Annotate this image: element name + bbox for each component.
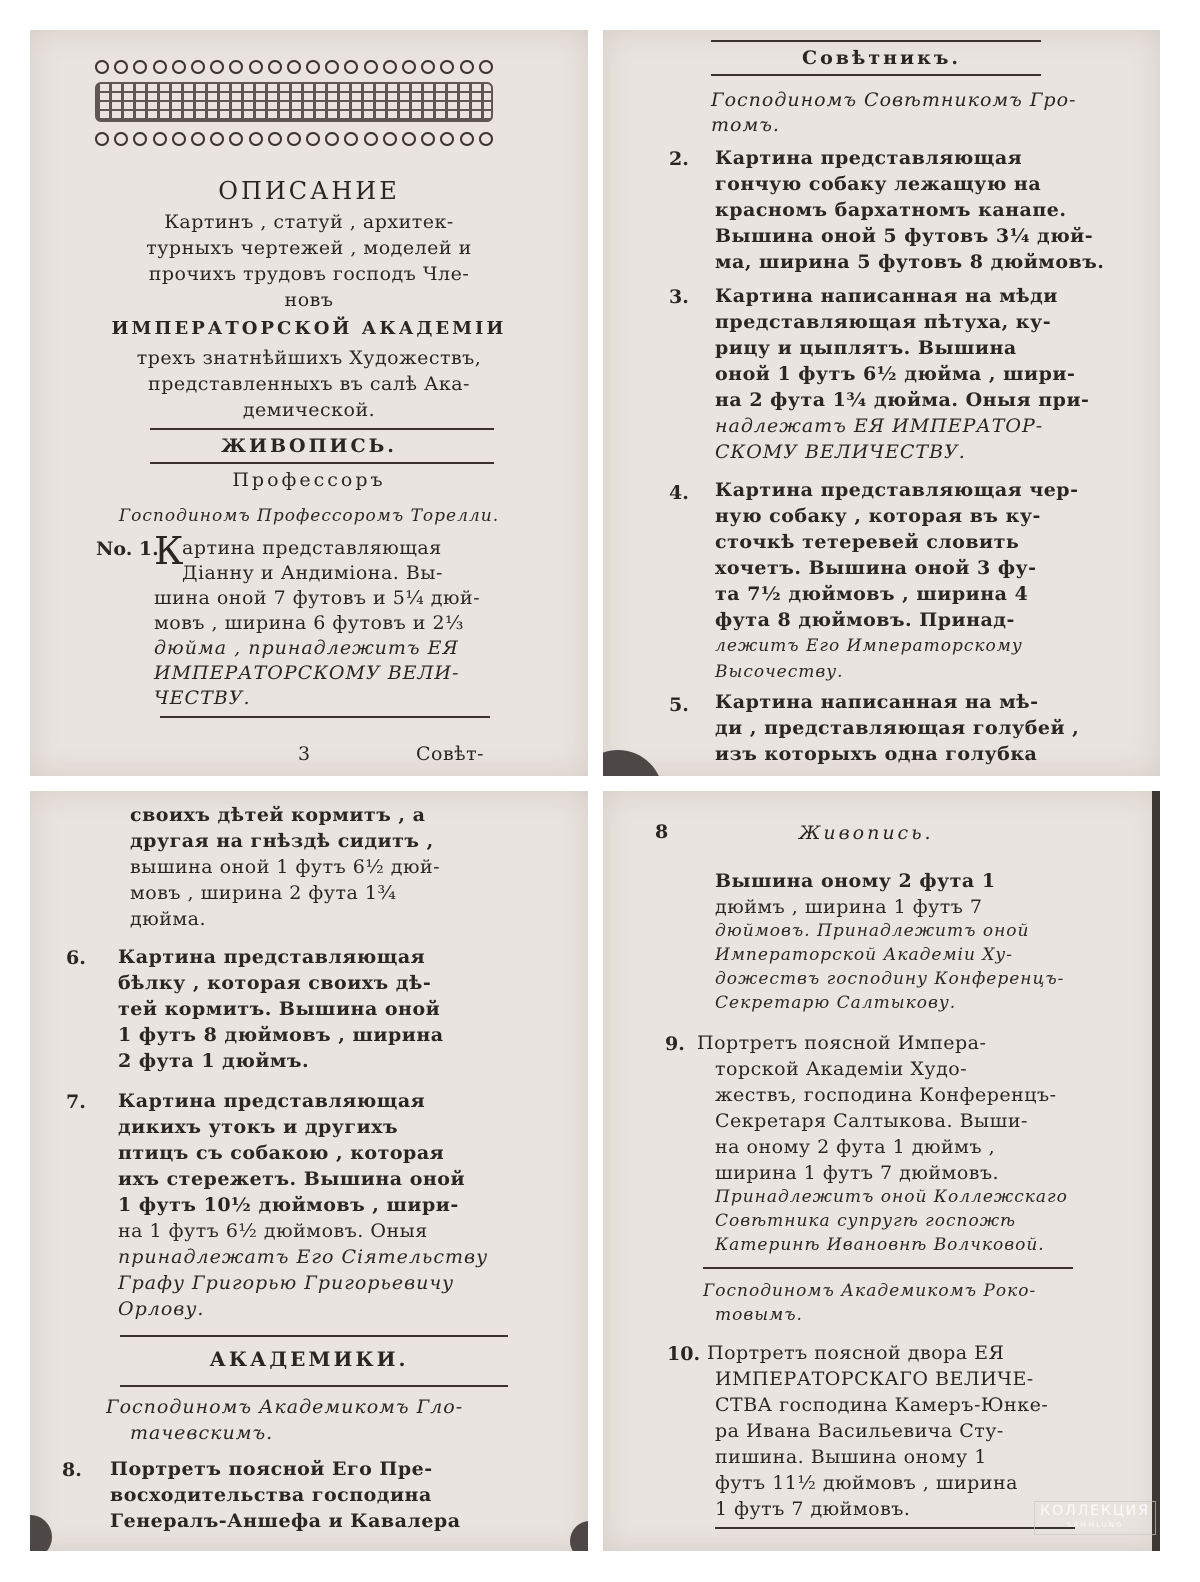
item-line: СКОМУ ВЕЛИЧЕСТВУ. [715, 441, 966, 463]
watermark [1034, 1501, 1156, 1535]
item-line: ихъ стережетъ. Вышина оной [118, 1168, 466, 1190]
item-number: 2. [669, 148, 689, 170]
item-line: мовъ , ширина 6 футовъ и 2⅓ [154, 612, 464, 634]
item-number: 10. [667, 1343, 701, 1365]
page-1 [30, 30, 588, 776]
item-number: 9. [665, 1033, 685, 1055]
item-line: изъ которыхъ одна голубка [715, 743, 1038, 765]
divider [703, 1267, 1073, 1269]
drop-cap: К [154, 529, 184, 573]
item-line: дюйма. [130, 908, 207, 930]
item-line: оной 1 футъ 6½ дюйма , шири- [715, 363, 1076, 385]
page-header: Совѣтникъ. [801, 47, 962, 69]
item-line: торской Академiи Худо- [715, 1058, 968, 1080]
item-line: Вышина оной 5 футовъ 3¼ дюй- [715, 225, 1094, 247]
item-number: 8. [62, 1459, 82, 1481]
item-line: шина оной 7 футовъ и 5¼ дюй- [154, 587, 481, 609]
item-line: та 7½ дюймовъ , ширина 4 [715, 583, 1029, 605]
divider [711, 40, 1041, 42]
item-line: ную собаку , которая въ ку- [715, 505, 1041, 527]
item-line: принадлежатъ Его Сiятельству [118, 1246, 489, 1268]
divider [120, 1385, 508, 1387]
item-line: на 1 футъ 6½ дюймовъ. Оныя [118, 1220, 428, 1242]
item-line: Генералъ-Аншефа и Кавалера [110, 1510, 461, 1532]
catchword: Совѣт- [416, 743, 485, 765]
item-line: рицу и цыплятъ. Вышина [715, 337, 1017, 359]
divider [711, 74, 1041, 76]
item-line: лежитъ Его Императорскому [715, 636, 1023, 656]
item-line: Картина представляющая [118, 946, 426, 968]
item-line: Катеринѣ Ивановнѣ Волчковой. [715, 1235, 1045, 1255]
author-line: товымъ. [715, 1305, 803, 1325]
item-line: Картина написанная на мѣ- [715, 691, 1039, 713]
item-line: Картина написанная на мѣди [715, 285, 1058, 307]
item-line: восходительства господина [110, 1484, 432, 1506]
item-number: No. 1. [96, 538, 159, 560]
item-line: мовъ , ширина 2 фута 1¾ [130, 882, 397, 904]
item-line: дожествъ господину Конференцъ- [715, 969, 1065, 989]
watermark-text: КОЛЛЕКЦИЯ [1040, 1503, 1150, 1519]
page-title: ОПИСАНИЕ [218, 177, 400, 205]
item-line: Графу Григорью Григорьевичу [118, 1272, 455, 1294]
item-line: своихъ дѣтей кормитъ , а [130, 804, 426, 826]
item-line: дюйма , принадлежитъ ЕЯ [154, 637, 459, 659]
item-line: Вышина оному 2 фута 1 [715, 870, 996, 892]
section-title: ЖИВОПИСЬ. [221, 435, 397, 457]
page-shadow [570, 1521, 588, 1551]
item-line: Орлову. [118, 1298, 205, 1320]
item-line: птицъ съ собакою , которая [118, 1142, 445, 1164]
item-line: 1 футъ 10½ дюймовъ , шири- [118, 1194, 459, 1216]
divider [150, 428, 494, 430]
divider [715, 1527, 1075, 1529]
ornament-headpiece [95, 58, 493, 154]
page-number: 3 [298, 743, 311, 765]
watermark-subtext: SAMMLUNG [1066, 1521, 1124, 1529]
binding-edge [1152, 791, 1160, 1551]
intro-line: новъ [284, 289, 334, 311]
divider [120, 1335, 508, 1337]
item-line: Секретаря Салтыкова. Выши- [715, 1110, 1028, 1132]
item-line: Картина представляющая [715, 147, 1023, 169]
author-line: Господиномъ Профессоромъ Торелли. [118, 506, 500, 526]
item-line: ма, ширина 5 футовъ 8 дюймовъ. [715, 251, 1105, 273]
item-line: 1 футъ 8 дюймовъ , ширина [118, 1024, 444, 1046]
item-number: 4. [669, 482, 689, 504]
divider [160, 716, 490, 718]
item-line: 1 футъ 7 дюймовъ. [715, 1498, 911, 1520]
item-line: ширина 1 футъ 7 дюймовъ. [715, 1162, 1000, 1184]
author-line: Господиномъ Академикомъ Роко- [703, 1281, 1037, 1301]
item-line: фута 8 дюймовъ. Принад- [715, 609, 1015, 631]
arts-line: демической. [242, 399, 376, 421]
item-line: гончую собаку лежащую на [715, 173, 1042, 195]
item-line: Секретарю Салтыкову. [715, 993, 957, 1013]
intro-line: Картинъ , статуй , архитек- [164, 211, 454, 233]
item-line: вышина оной 1 футъ 6½ дюй- [130, 856, 441, 878]
item-line: представляющая пѣтуха, ку- [715, 311, 1052, 333]
item-number: 7. [66, 1091, 86, 1113]
item-line: Портретъ поясной Импера- [697, 1032, 987, 1054]
intro-line: прочихъ трудовъ господъ Чле- [148, 263, 470, 285]
author-line: томъ. [711, 114, 780, 136]
item-line: Портретъ поясной двора ЕЯ [707, 1342, 1005, 1364]
author-line: тачевскимъ. [130, 1422, 274, 1444]
item-line: Высочеству. [715, 662, 844, 682]
item-line: другая на гнѣздѣ сидитъ , [130, 830, 434, 852]
page-3 [30, 791, 588, 1551]
arts-line: представленныхъ въ салѣ Ака- [148, 373, 470, 395]
item-line: артина представляющая [182, 537, 442, 559]
item-line: Императорской Академiи Ху- [715, 945, 1014, 965]
item-number: 5. [669, 694, 689, 716]
item-line: жествъ, господина Конференцъ- [715, 1084, 1057, 1106]
item-line: хочетъ. Вышина оной 3 фу- [715, 557, 1037, 579]
academy-name: ИМПЕРАТОРСКОЙ АКАДЕМIИ [111, 318, 507, 339]
item-line: Принадлежитъ оной Коллежскаго [715, 1187, 1068, 1207]
item-line: ИМПЕРАТОРСКОМУ ВЕЛИ- [154, 662, 460, 684]
author-line: Господиномъ Совѣтникомъ Гро- [711, 89, 1077, 111]
item-line: футъ 11½ дюймовъ , ширина [715, 1472, 1018, 1494]
page-4 [603, 791, 1160, 1551]
item-line: красномъ бархатномъ канапе. [715, 199, 1067, 221]
item-line: Картина представляющая [118, 1090, 426, 1112]
author-line: Господиномъ Академикомъ Гло- [106, 1396, 464, 1418]
item-line: пишина. Вышина оному 1 [715, 1446, 987, 1468]
divider [150, 462, 494, 464]
item-number: 3. [669, 286, 689, 308]
item-line: ЧЕСТВУ. [154, 687, 251, 709]
rank-heading: Профессоръ [232, 469, 386, 491]
item-line: дюймъ , ширина 1 футъ 7 [715, 896, 983, 918]
item-line: на оному 2 фута 1 дюймъ , [715, 1136, 996, 1158]
item-line: Портретъ поясной Его Пре- [110, 1458, 433, 1480]
item-line: 2 фута 1 дюймъ. [118, 1050, 310, 1072]
item-line: ИМПЕРАТОРСКАГО ВЕЛИЧЕ- [715, 1368, 1034, 1390]
page-shadow [603, 750, 663, 776]
item-line: сточкѣ тетеревей словить [715, 531, 1020, 553]
item-line: Дiанну и Андимiона. Вы- [182, 562, 443, 584]
running-head: Живопись. [799, 822, 934, 844]
item-line: ди , представляющая голубей , [715, 717, 1080, 739]
page-shadow [30, 1515, 52, 1551]
item-line: Картина представляющая чер- [715, 479, 1079, 501]
item-line: Совѣтника супругѣ госпожѣ [715, 1211, 1017, 1231]
item-line: бѣлку , которая своихъ дѣ- [118, 972, 432, 994]
page-number: 8 [655, 821, 669, 843]
item-number: 6. [66, 947, 86, 969]
item-line: на 2 фута 1¾ дюйма. Оныя при- [715, 389, 1090, 411]
item-line: дикихъ утокъ и другихъ [118, 1116, 399, 1138]
item-line: СТВА господина Камеръ-Юнке- [715, 1394, 1049, 1416]
section-title: АКАДЕМИКИ. [209, 1347, 409, 1371]
item-line: тей кормитъ. Вышина оной [118, 998, 441, 1020]
item-line: ра Ивана Васильевича Сту- [715, 1420, 1004, 1442]
item-line: надлежатъ ЕЯ ИМПЕРАТОР- [715, 415, 1044, 437]
page-2 [603, 30, 1160, 776]
intro-line: турныхъ чертежей , моделей и [146, 237, 472, 259]
arts-line: трехъ знатнѣйшихъ Художествъ, [136, 347, 482, 369]
item-line: дюймовъ. Принадлежитъ оной [715, 921, 1030, 941]
